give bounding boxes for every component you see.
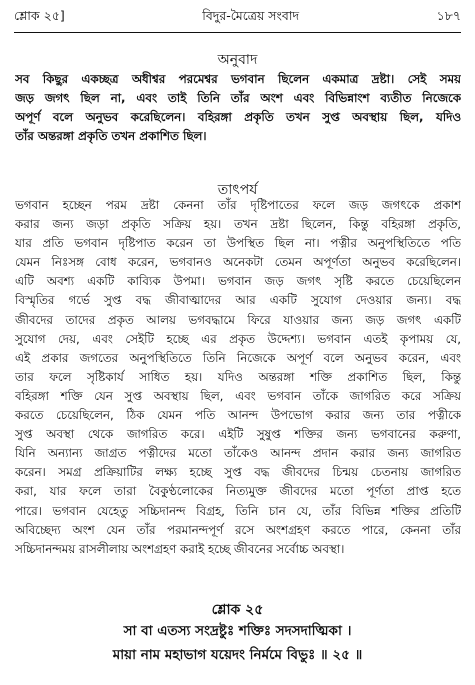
purport-line: ভগবান হচ্ছেন পরম দ্রষ্টা কেননা তাঁর দৃষ্টিপাতের ফলে জড় জগৎকে প্রকাশ — [15, 198, 461, 212]
verse-line: মায়া নাম মহাভাগ যয়েদং নির্মমে বিভুঃ ॥ ২৫ ॥ — [112, 647, 363, 663]
purport-line: করার জন্য জড়া প্রকৃতি সক্রিয় হয়। তখন দ্রষ্টা ছিলেন, কিন্তু বহিরঙ্গা প্রকৃতি, — [15, 217, 461, 232]
purport-line: যেমন নিঃসঙ্গ বোধ করেন, ভগবানও অনেকটা তেমন অপূর্ণতা অনুভব করেছিলেন। — [15, 255, 461, 270]
purport-title: তাৎপর্য — [217, 182, 258, 198]
purport-line: সচ্চিদানন্দময় রাসলীলায় অংশগ্রহণ করাই হচ্ছে জীবনের সর্বোচ্চ অবস্থা। — [15, 541, 345, 556]
translation-text — [15, 70, 461, 146]
purport-line: করেন। সমগ্র প্রক্রিয়াটির লক্ষ্য হচ্ছে সুপ্ত বদ্ধ জীবদের চিন্ময় চেতনায় জাগরিত — [15, 465, 461, 480]
purport-line: বহিরঙ্গা শক্তি যেন সুপ্ত অবস্থায় ছিল, এবং ভগবান তাঁকে জাগরিত করে সক্রিয় — [15, 388, 461, 403]
purport-line: বিস্মৃতির গর্ভে সুপ্ত বদ্ধ জীবাত্মাদের আর একটি সুযোগ দেওয়ার জন্য। বদ্ধ — [15, 293, 461, 308]
purport-line: এই প্রকার জগতের অনুপস্থিতিতে তিনি নিজেকে অপূর্ণ বলে অনুভব করেন, এবং — [15, 350, 461, 365]
header-chapter-title: বিদুর-মৈত্রেয় সংবাদ — [202, 8, 300, 23]
header-verse-ref: শ্লোক ২৫] — [14, 8, 65, 23]
translation-title: অনুবাদ — [217, 52, 258, 68]
verse-number-heading: শ্লোক ২৫ — [211, 602, 264, 618]
purport-line: এটি অবশ্য একটি কাব্যিক উপমা। ভগবান জড় জগৎ সৃষ্টি করতে চেয়েছিলেন — [15, 274, 461, 289]
purport-line: করা, যার ফলে তারা বৈকুণ্ঠলোকের নিত্যমুক্ত জীবদের মতো পূর্ণতা প্রাপ্ত হতে — [15, 484, 461, 499]
header-divider — [14, 32, 461, 33]
purport-line: করতে চেয়েছিলেন, ঠিক যেমন পতি আনন্দ উপভোগ করার জন্য তার পত্নীকে — [15, 408, 461, 423]
translation-line: সব কিছুর একচ্ছত্র অধীশ্বর পরমেশ্বর ভগবান ছিলেন একমাত্র দ্রষ্টা। সেই সময় — [15, 72, 461, 86]
purport-line: যার প্রতি ভগবান দৃষ্টিপাত করেন তা উপস্থিত ছিল না। পত্নীর অনুপস্থিতিতে পতি — [15, 236, 461, 251]
translation-line: জড় জগৎ ছিল না, এবং তাই তিনি তাঁর অংশ এবং বিভিন্নাংশ ব্যতীত নিজেকে — [15, 91, 461, 106]
purport-line: তার ফলে সৃষ্টিকার্য সাধিত হয়। যদিও অন্তরঙ্গা শক্তি প্রকাশিত ছিল, কিন্তু — [15, 369, 461, 384]
verse-line: সা বা এতস্য সংদ্রষ্টুঃ শক্তিঃ সদসদাত্মিকা । — [123, 623, 352, 639]
running-header — [14, 8, 461, 28]
purport-line: অবিচ্ছেদ্য অংশ যেন তাঁর পরমানন্দপূর্ণ রসে অংশগ্রহণ করতে পারে, কেননা তাঁর — [15, 522, 461, 537]
header-page-number: ১৮৭ — [436, 8, 461, 23]
purport-line: পারে। ভগবান যেহেতু সচ্চিদানন্দ বিগ্রহ, তিনি চান যে, তাঁর বিভিন্ন শক্তির প্রতিটি — [15, 503, 461, 518]
purport-line: যিনি অন্যান্য জাগ্রত পত্নীদের মতো তাঁকেও আনন্দ প্রদান করার জন্য জাগরিত — [15, 446, 461, 461]
purport-line: সুপ্ত অবস্থা থেকে জাগরিত করে। এইটি সুষুপ্ত শক্তির জন্য ভগবানের করুণা, — [15, 427, 461, 442]
translation-line: অপূর্ণ বলে অনুভব করেছিলেন। বহিরঙ্গা প্রকৃতি তখন সুপ্ত অবস্থায় ছিল, যদিও — [15, 110, 461, 125]
purport-text — [15, 196, 461, 559]
purport-line: জীবদের তাদের প্রকৃত আলয় ভগবদ্ধামে ফিরে যাওয়ার জন্য জড় জগৎ একটি — [15, 312, 461, 327]
translation-line: তাঁর অন্তরঙ্গা প্রকৃতি তখন প্রকাশিত ছিল। — [15, 129, 207, 144]
purport-line: সুযোগ দেয়, এবং সেইটি হচ্ছে এর প্রকৃত উদ্দেশ্য। ভগবান এতই কৃপাময় যে, — [15, 331, 461, 346]
